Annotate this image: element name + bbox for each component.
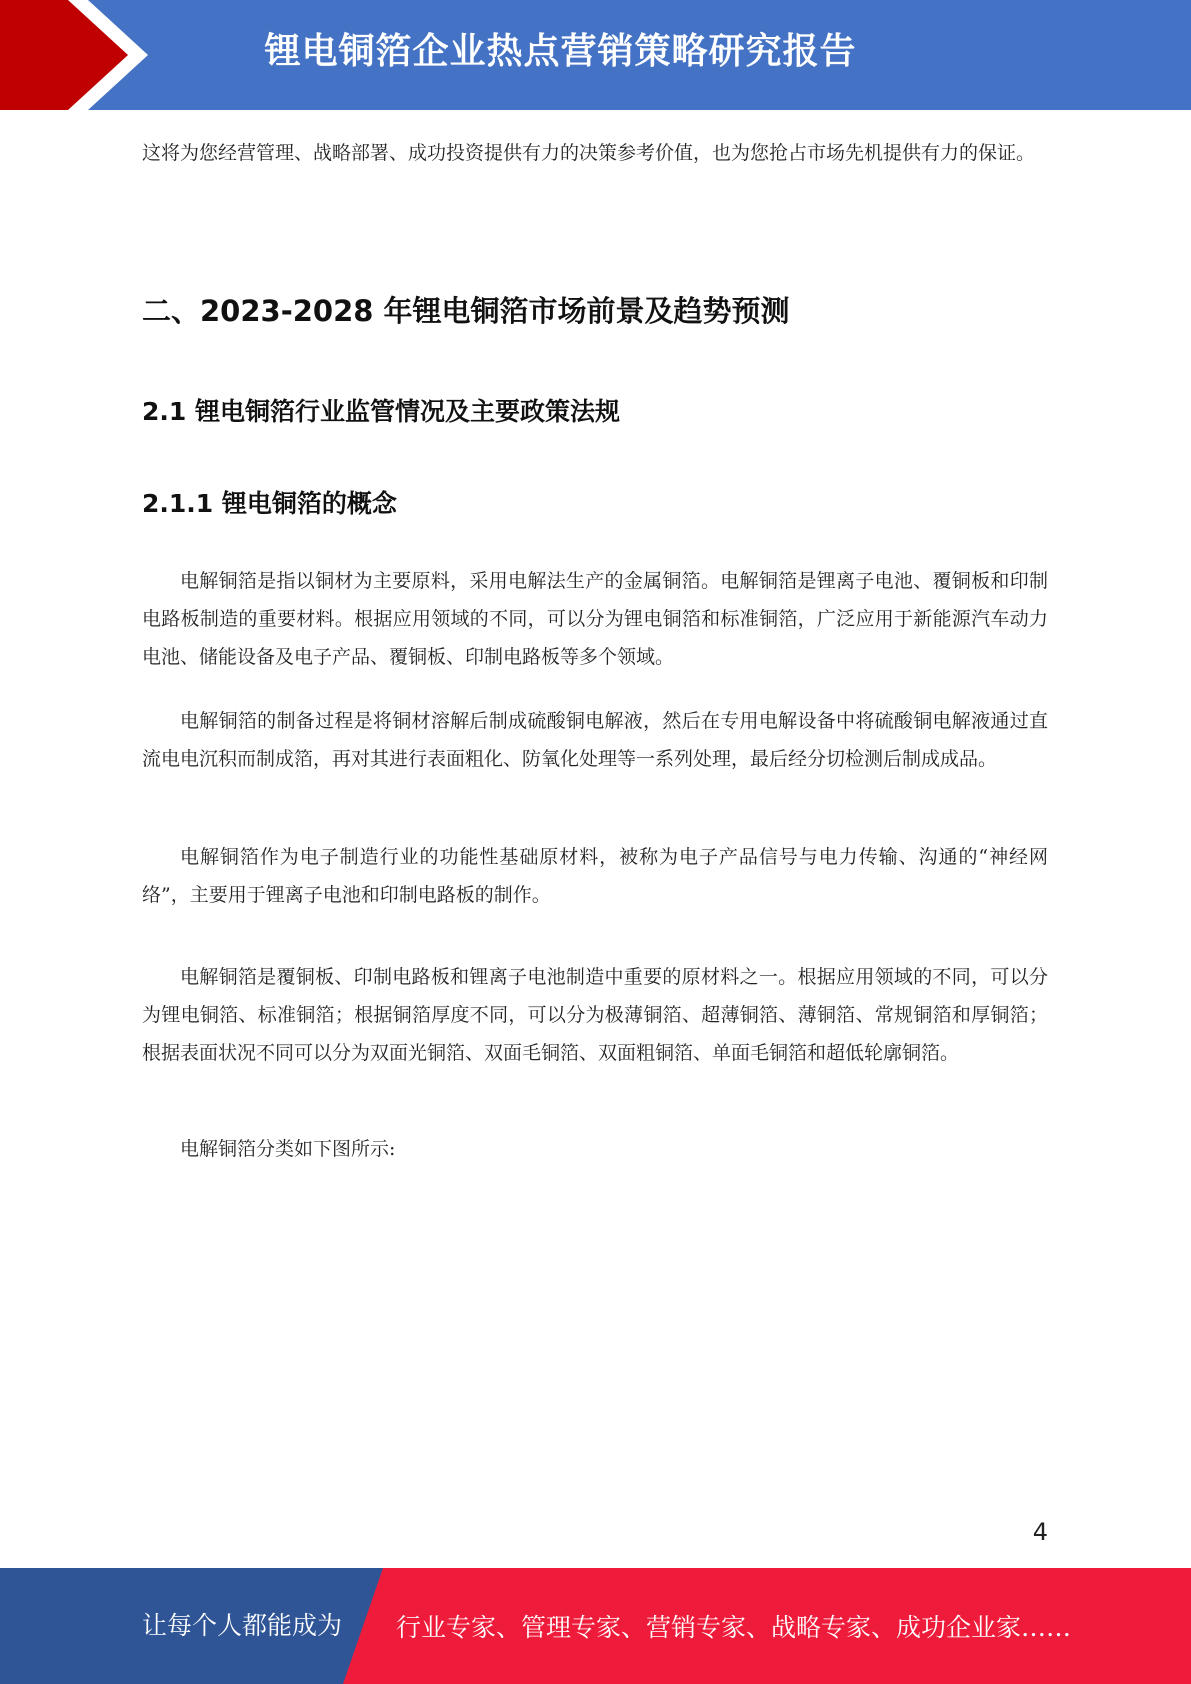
body-paragraph: 电解铜箔是覆铜板、印制电路板和锂离子电池制造中重要的原材料之一。根据应用领域的不同，可以分为锂电铜箔、标准铜箔；根据铜箔厚度不同，可以分为极薄铜箔、超薄铜箔、薄铜箔、常规铜箔和厚铜箔；根据表面状况不同可以分为双面光铜箔、双面毛铜箔、双面粗铜箔、单面毛铜箔和超低轮廓铜箔。: [142, 966, 1048, 1064]
figure-caption-intro: 电解铜箔分类如下图所示:: [180, 1138, 396, 1160]
section-2-1-heading: 2.1 锂电铜箔行业监管情况及主要政策法规: [142, 397, 620, 426]
body-paragraph: 电解铜箔是指以铜材为主要原料，采用电解法生产的金属铜箔。电解铜箔是锂离子电池、覆铜板和印制电路板制造的重要材料。根据应用领域的不同，可以分为锂电铜箔和标准铜箔，广泛应用于新能源汽车动力电池、储能设备及电子产品、覆铜板、印制电路板等多个领域。: [142, 570, 1048, 668]
report-footer: [0, 1568, 1191, 1684]
section-2-1-1-heading: 2.1.1 锂电铜箔的概念: [142, 489, 397, 518]
footer-slogan-left: 让每个人都能成为: [142, 1611, 343, 1640]
chevron-arrow-icon: [0, 0, 160, 110]
intro-paragraph: 这将为您经营管理、战略部署、成功投资提供有力的决策参考价值，也为您抢占市场先机提供有力的保证。: [142, 142, 1036, 164]
body-paragraph: 电解铜箔的制备过程是将铜材溶解后制成硫酸铜电解液，然后在专用电解设备中将硫酸铜电解液通过直流电电沉积而制成箔，再对其进行表面粗化、防氧化处理等一系列处理，最后经分切检测后制成成品。: [142, 710, 1048, 770]
report-title: 锂电铜箔企业热点营销策略研究报告: [264, 31, 857, 72]
page-number: 4: [1032, 1518, 1048, 1546]
section-2-heading: 二、2023-2028 年锂电铜箔市场前景及趋势预测: [142, 294, 790, 328]
footer-slogan-right: 行业专家、管理专家、营销专家、战略专家、成功企业家……: [396, 1613, 1072, 1642]
body-paragraph: 电解铜箔作为电子制造行业的功能性基础原材料，被称为电子产品信号与电力传输、沟通的“神经网络”，主要用于锂离子电池和印制电路板的制作。: [142, 846, 1048, 906]
report-header: [0, 0, 1191, 110]
